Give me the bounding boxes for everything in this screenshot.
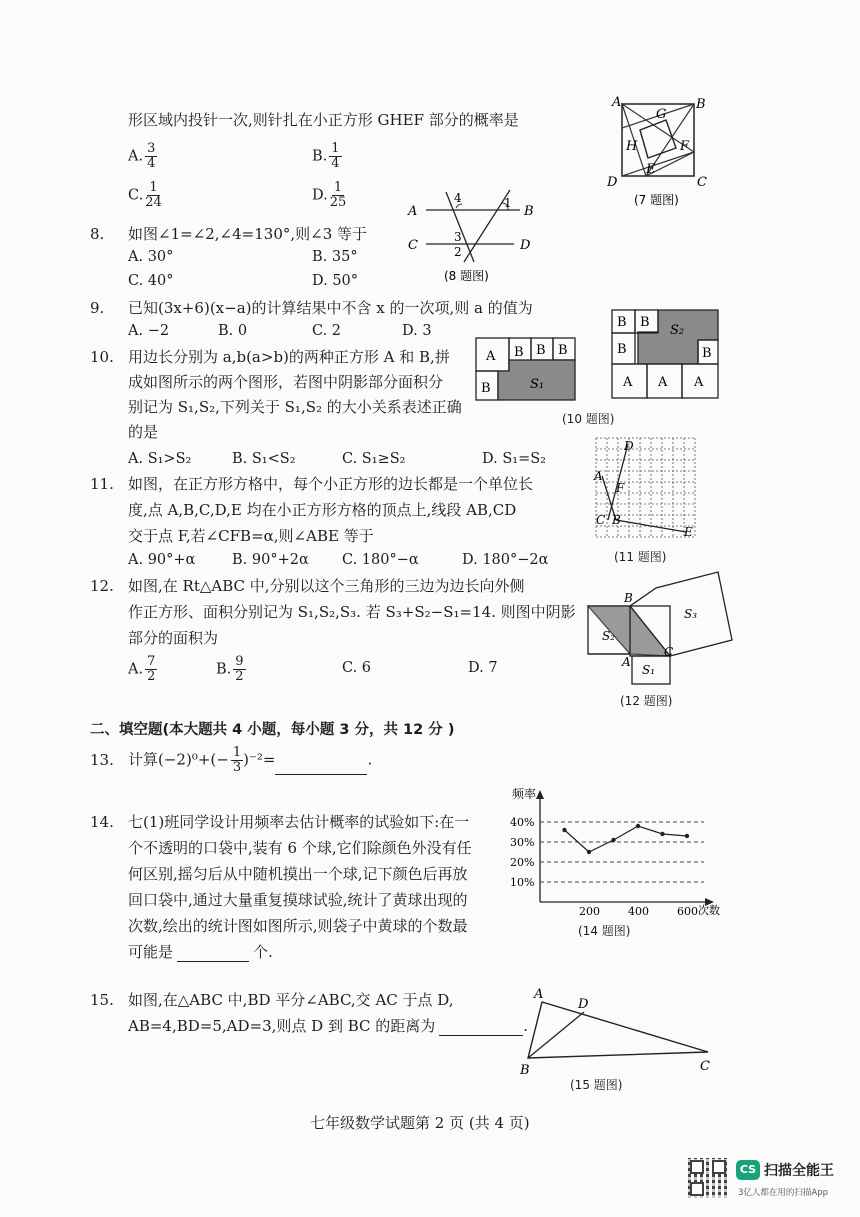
q14-data-point xyxy=(660,832,664,836)
q14-x-tick-label: 600 xyxy=(677,905,698,918)
page-footer: 七年级数学试题第 2 页 (共 4 页) xyxy=(310,1114,530,1132)
q8-option-d: D. 50° xyxy=(312,273,359,289)
q11-label-f: F xyxy=(616,481,625,495)
q11-figure xyxy=(590,432,700,544)
q14-line1: 七(1)班同学设计用频率去估计概率的试验如下:在一 xyxy=(128,813,470,831)
q8-label-a: A xyxy=(408,204,418,219)
q8-label-d: D xyxy=(520,238,531,253)
q12-number: 12. xyxy=(90,577,114,595)
q11-figure-caption: (11 题图) xyxy=(614,550,667,564)
q8-label-4: 4 xyxy=(454,191,462,205)
q10-left-label-a: A xyxy=(486,349,496,364)
q8-label-c: C xyxy=(408,238,418,253)
q14-figure-caption: (14 题图) xyxy=(578,924,631,938)
q8-label-b: B xyxy=(524,204,534,219)
q14-y-tick-label: 10% xyxy=(510,876,535,889)
q11-line1: 如图，在正方形方格中，每个小正方形的边长都是一个单位长 xyxy=(128,475,534,493)
q12-label-b: B xyxy=(624,591,633,605)
q14-number: 14. xyxy=(90,813,114,831)
q10-number: 10. xyxy=(90,348,114,366)
q8-label-2: 2 xyxy=(454,245,462,259)
q8-option-a: A. 30° xyxy=(128,249,174,265)
q8-figure xyxy=(404,186,544,290)
q15-label-b: B xyxy=(520,1063,530,1076)
q10-line2: 成如图所示的两个图形，若图中阴影部分面积分 xyxy=(128,373,444,391)
q8-option-b: B. 35° xyxy=(312,249,358,265)
q15-figure-caption: (15 题图) xyxy=(570,1078,623,1092)
q14-series-line xyxy=(565,826,688,852)
q7-label-c: C xyxy=(697,175,707,190)
q12-label-c: C xyxy=(664,645,674,659)
q15-line1: 如图,在△ABC 中,BD 平分∠ABC,交 AC 于点 D, xyxy=(128,991,454,1009)
q12-label-s3: S₃ xyxy=(684,607,698,621)
q12-option-c: C. 6 xyxy=(342,660,372,676)
q8-figure-caption: (8 题图) xyxy=(444,269,489,283)
q8-label-3: 3 xyxy=(454,230,462,244)
q14-chart xyxy=(508,786,730,922)
q7-option-b: B. $\frac{1}{4}$ xyxy=(312,141,340,171)
q11-option-a: A. 90°+α xyxy=(128,552,196,568)
q9-option-c: C. 2 xyxy=(312,323,342,339)
q10-left-label-b3: B xyxy=(558,343,568,358)
q7-option-d: D. $\frac{1}{25}$ xyxy=(312,180,347,210)
q12-figure-caption: (12 题图) xyxy=(620,694,673,708)
q10-line4: 的是 xyxy=(128,423,159,441)
q9-option-b: B. 0 xyxy=(218,323,248,339)
q7-figure-caption: (7 题图) xyxy=(634,193,679,207)
q10-figure-caption: (10 题图) xyxy=(562,412,615,426)
q10-option-c: C. S₁≥S₂ xyxy=(342,451,406,467)
q10-right-label-a2: A xyxy=(658,375,668,390)
q12-option-a: A. $\frac{7}{2}$ xyxy=(128,654,156,684)
q7-label-f: F xyxy=(680,139,690,154)
q11-option-b: B. 90°+2α xyxy=(232,552,309,568)
q13-expression: 计算(−2)⁰+(− $\frac{1}{3}$ )⁻²= . xyxy=(128,745,373,775)
q10-right-label-a3: A xyxy=(694,375,704,390)
q12-option-b: B. $\frac{9}{2}$ xyxy=(216,654,244,684)
q14-x-label: 次数 xyxy=(698,904,720,917)
q12-label-a: A xyxy=(622,655,631,669)
q14-data-point xyxy=(611,838,615,842)
q7-option-c: C. $\frac{1}{24}$ xyxy=(128,180,162,210)
q12-line2: 作正方形、面积分别记为 S₁,S₂,S₃. 若 S₃+S₂−S₁=14. 则图中阴影 xyxy=(128,603,576,621)
q14-line5: 次数,绘出的统计图如图所示,则袋子中黄球的个数最 xyxy=(128,917,468,935)
q7-stem: 形区域内投针一次,则针扎在小正方形 GHEF 部分的概率是 xyxy=(128,111,519,129)
q15-line2: AB=4,BD=5,AD=3,则点 D 到 BC 的距离为 . xyxy=(128,1017,529,1035)
qr-code xyxy=(688,1158,728,1198)
q15-number: 15. xyxy=(90,991,114,1009)
q15-label-d: D xyxy=(578,997,589,1012)
q10-option-a: A. S₁>S₂ xyxy=(128,451,192,467)
q12-line3: 部分的面积为 xyxy=(128,629,219,647)
q8-number: 8. xyxy=(90,225,105,243)
q7-label-g: G xyxy=(656,107,667,122)
q7-label-e: E xyxy=(646,162,656,177)
q7-label-b: B xyxy=(696,97,706,112)
q10-option-b: B. S₁<S₂ xyxy=(232,451,296,467)
q15-label-a: A xyxy=(534,987,544,1002)
q10-right-label-b1: B xyxy=(617,315,627,330)
q11-option-c: C. 180°−α xyxy=(342,552,419,568)
q10-right-label-b4: B xyxy=(702,346,712,361)
q10-left-label-s1: S₁ xyxy=(530,377,545,392)
q10-right-label-b3: B xyxy=(617,342,627,357)
q14-y-tick-label: 30% xyxy=(510,836,535,849)
q13-number: 13. xyxy=(90,751,114,769)
q14-line4: 回口袋中,通过大量重复摸球试验,统计了黄球出现的 xyxy=(128,891,468,909)
q15-answer-blank[interactable] xyxy=(439,1021,523,1036)
q10-line1: 用边长分别为 a,b(a>b)的两种正方形 A 和 B,拼 xyxy=(128,348,450,366)
scanner-app-name: 扫描全能王 xyxy=(764,1163,834,1179)
q15-figure xyxy=(512,980,722,1076)
q11-label-c: C xyxy=(596,513,606,527)
q14-y-axis-arrow xyxy=(536,790,544,799)
q10-figure-left xyxy=(474,334,578,404)
q14-x-tick-label: 400 xyxy=(628,905,649,918)
q7-option-a: A. $\frac{3}{4}$ xyxy=(128,141,156,171)
q15-label-c: C xyxy=(700,1059,710,1074)
q14-y-tick-label: 40% xyxy=(510,816,535,829)
q10-right-label-b2: B xyxy=(640,315,650,330)
q14-line3: 何区别,摇匀后从中随机摸出一个球,记下颜色后再放 xyxy=(128,865,468,883)
section2-title: 二、填空题(本大题共 4 小题，每小题 3 分，共 12 分 ) xyxy=(90,722,455,738)
q14-line6: 可能是 个. xyxy=(128,943,273,961)
scanner-tagline: 3亿人都在用的扫描App xyxy=(738,1188,829,1198)
q12-label-s2: S₂ xyxy=(602,629,616,643)
q7-label-h: H xyxy=(626,139,638,154)
scanner-logo-icon: CS xyxy=(736,1160,760,1180)
q9-option-d: D. 3 xyxy=(402,323,432,339)
q7-figure xyxy=(600,92,720,214)
q10-line3: 别记为 S₁,S₂,下列关于 S₁,S₂ 的大小关系表述正确 xyxy=(128,398,462,416)
q11-line2: 度,点 A,B,C,D,E 均在小正方形方格的顶点上,线段 AB,CD xyxy=(128,501,517,519)
q10-option-d: D. S₁=S₂ xyxy=(482,451,546,467)
q14-y-tick-label: 20% xyxy=(510,856,535,869)
q10-right-label-a1: A xyxy=(623,375,633,390)
q14-answer-blank[interactable] xyxy=(177,947,249,962)
q10-left-label-b4: B xyxy=(481,381,491,396)
q9-option-a: A. −2 xyxy=(128,323,170,339)
q14-y-label: 频率 xyxy=(512,787,537,801)
q9-number: 9. xyxy=(90,299,105,317)
q8-label-1: 1 xyxy=(504,196,512,210)
q11-label-a: A xyxy=(594,469,603,483)
q11-number: 11. xyxy=(90,475,114,493)
q10-left-label-b1: B xyxy=(514,345,524,360)
q14-x-tick-label: 200 xyxy=(579,905,600,918)
q10-figure-right xyxy=(606,306,722,402)
q12-line1: 如图,在 Rt△ABC 中,分别以这个三角形的三边为边长向外侧 xyxy=(128,577,525,595)
q11-label-e: E xyxy=(684,525,693,539)
q11-line3: 交于点 F,若∠CFB=α,则∠ABE 等于 xyxy=(128,527,374,545)
q14-data-point xyxy=(562,828,566,832)
q9-stem: 已知(3x+6)(x−a)的计算结果中不含 x 的一次项,则 a 的值为 xyxy=(128,299,533,317)
q14-data-point xyxy=(685,834,689,838)
q7-label-a: A xyxy=(612,95,622,110)
q10-left-label-b2: B xyxy=(536,343,546,358)
q8-stem: 如图∠1=∠2,∠4=130°,则∠3 等于 xyxy=(128,225,368,243)
q14-data-point xyxy=(636,824,640,828)
q12-figure xyxy=(584,568,734,690)
q12-option-d: D. 7 xyxy=(468,660,498,676)
q11-option-d: D. 180°−2α xyxy=(462,552,549,568)
q14-data-point xyxy=(587,850,591,854)
q14-line2: 个不透明的口袋中,装有 6 个球,它们除颜色外没有任 xyxy=(128,839,472,857)
q11-label-d: D xyxy=(624,439,634,453)
q8-option-c: C. 40° xyxy=(128,273,174,289)
q7-label-d: D xyxy=(607,175,618,190)
q13-answer-blank[interactable] xyxy=(275,760,367,775)
q11-label-b: B xyxy=(612,513,621,527)
q10-right-label-s2: S₂ xyxy=(670,323,685,338)
q12-label-s1: S₁ xyxy=(642,663,656,677)
